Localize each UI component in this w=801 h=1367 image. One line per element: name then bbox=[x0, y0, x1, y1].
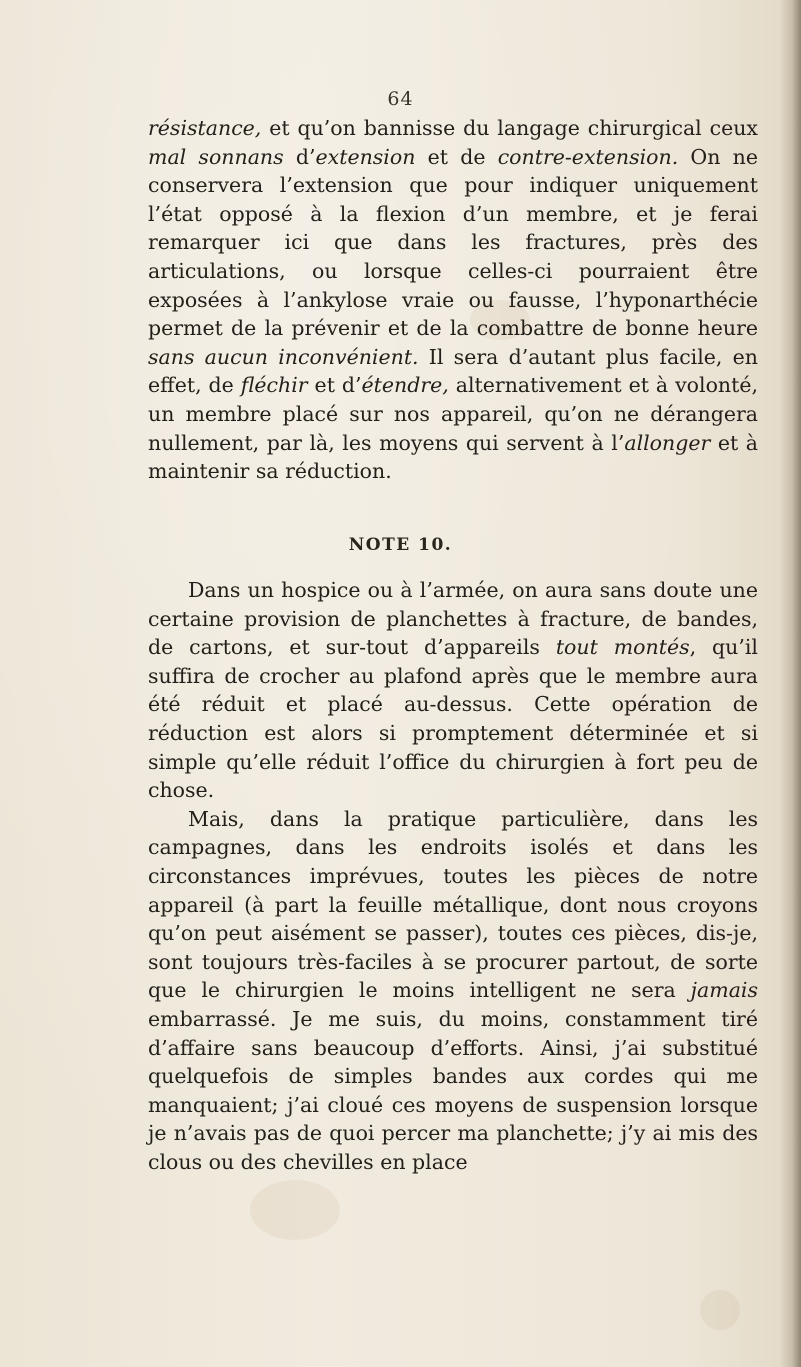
note-paragraph bbox=[148, 805, 758, 1177]
continued-paragraph bbox=[148, 114, 758, 486]
text-run: Dans un hospice ou à l’armée, on aura sans doute une certaine provision de planchettes à fracture, de bandes, de cartons, et sur-tout d’appareils bbox=[148, 578, 758, 660]
paper-stain bbox=[700, 1290, 740, 1330]
text-run: Il sera d’autant plus facile, en effet, de bbox=[148, 344, 758, 398]
text-run: , qu’il suffira de crocher au plafond après que le membre aura été réduit et placé au-dessus. Cette opération de réduction est alors si promptement déterminée et si simple qu’elle réduit l’office du chirurgien à fort peu de chose. bbox=[148, 635, 758, 803]
text-run: étendre, bbox=[361, 373, 449, 398]
text-run: contre-extension. bbox=[497, 144, 679, 169]
note-paragraph bbox=[148, 576, 758, 805]
text-run: tout montés bbox=[555, 635, 690, 660]
paragraph-text bbox=[148, 114, 758, 486]
text-run: Mais, dans la pratique particulière, dans les campagnes, dans les endroits isolés et dans les circonstances imprévues, toutes les pièces de notre appareil (à part la feuille métallique, dont nous croyons qu’on peut aisément se passer), toutes ces pièces, dis-je, sont toujours très-faciles à se procurer partout, de sorte que le chirurgien le moins intelligent ne sera bbox=[148, 806, 758, 1003]
text-run: fléchir bbox=[240, 373, 308, 398]
text-run: embarrassé. Je me suis, du moins, constamment tiré d’affaire sans beaucoup d’efforts. Ainsi, j’ai substitué quelquefois de simples bandes aux cordes qui me manquaient; j’ai cloué ces moyens de suspension lorsque je n’avais pas de quoi percer ma planchette; j’y ai mis des clous ou des chevilles en place bbox=[148, 1006, 758, 1174]
text-run: et à maintenir sa réduction. bbox=[148, 430, 758, 484]
text-run: allonger bbox=[624, 430, 711, 455]
page-number: 64 bbox=[387, 88, 414, 110]
text-run: et qu’on bannisse du langage chirurgical ceux bbox=[261, 116, 758, 140]
text-run: sans aucun inconvénient. bbox=[148, 344, 419, 369]
text-run: d’ bbox=[283, 144, 316, 169]
text-run: résistance, bbox=[148, 116, 262, 140]
text-run: extension bbox=[315, 144, 416, 169]
text-run: et de bbox=[415, 144, 498, 169]
text-run: mal sonnans bbox=[148, 144, 284, 169]
text-run: On ne conservera l’extension que pour indiquer uniquement l’état opposé à la flexion d’un membre, et je ferai remarquer ici que dans les fractures, près des articulations, ou lorsque celles-ci pourraient être exposées à l’ankylose vraie ou fausse, l’hyponarthécie permet de la prévenir et de la combattre de bonne heure bbox=[148, 144, 758, 341]
note-body bbox=[148, 576, 758, 1176]
text-run: et d’ bbox=[307, 373, 362, 398]
page-edge-shadow bbox=[779, 0, 801, 1367]
text-run: alternativement et à volonté, un membre placé sur nos appareil, qu’on ne dérangera nullement, par là, les moyens qui servent à l’ bbox=[148, 373, 759, 455]
paper-stain bbox=[250, 1180, 340, 1240]
note-heading: NOTE 10. bbox=[348, 535, 453, 555]
text-run: jamais bbox=[690, 978, 758, 1003]
